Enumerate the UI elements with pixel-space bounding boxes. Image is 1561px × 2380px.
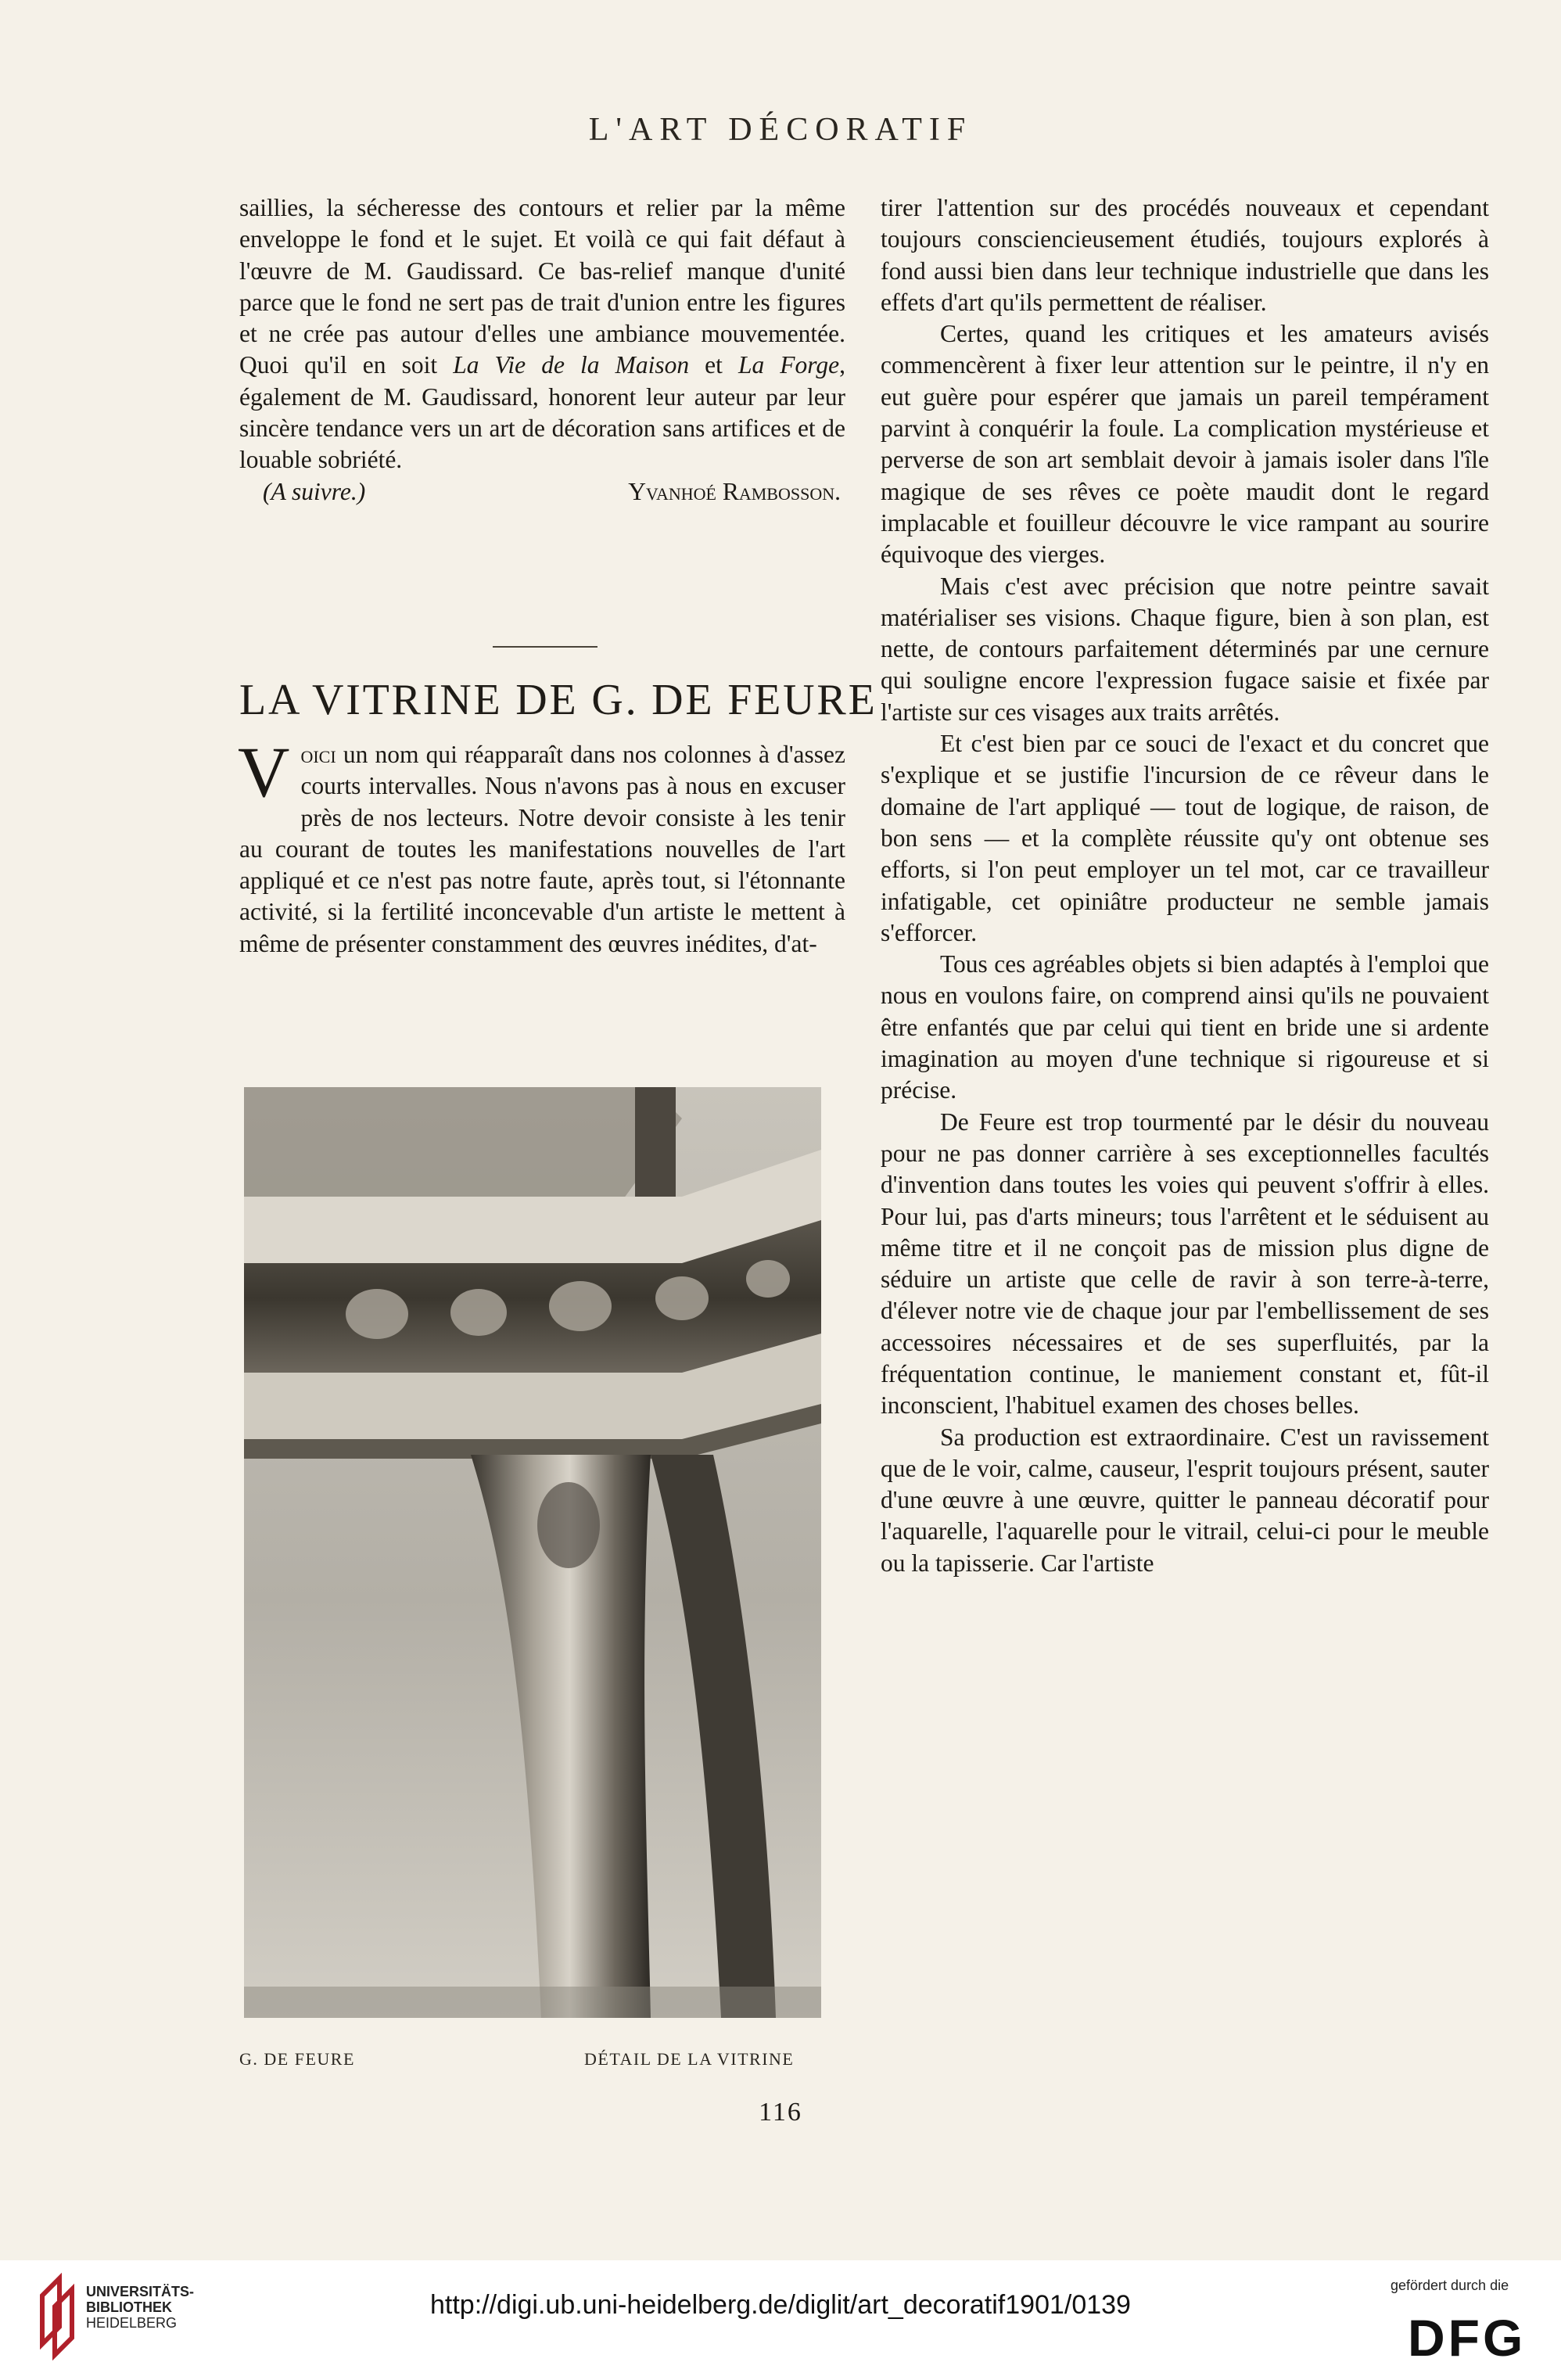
- paragraph: tirer l'attention sur des procédés nouveaux et cependant toujours consciencieusement étudiés, toujours explorés à fond aussi bien dans leur technique industrielle que dans les effets d'art qu'ils permettent de réaliser.: [881, 194, 1489, 316]
- artwork-title: La Forge: [737, 351, 840, 379]
- paragraph: Certes, quand les critiques et les amateurs avisés commencèrent à fixer leur attention sur le peintre, il n'y en eut guère pour espérer que jamais un pareil tempérament parvint à conquérir la foule. La complication mystérieuse et perverse de son art semblait devoir à jamais isoler dans l'île magique de ses rêves ce poète maudit dont le regard implacable et fouilleur découvre le vice rampant au sourire équivoque des vierges.: [881, 320, 1489, 569]
- to-be-continued: (A suivre.): [263, 477, 366, 505]
- photo-vitrine-detail: [244, 1087, 821, 2018]
- previous-article-ending: [239, 192, 845, 508]
- paragraph: saillies, la sécheresse des contours et relier par la même enveloppe le fond et le sujet. Et voilà ce qui fait défaut à l'œuvre de M. Gaudissard. Ce bas-relief manque d'unité parce que le fond ne sert pas de trait d'union entre les figures et ne crée pas autour d'elles une ambiance mouvementée. Quoi qu'il en soit La Vie de la Maison et La Forge, également de M. Gaudissard, honorent leur auteur par leur sincère tendance vers un art de décoration sans artifices et de louable sobriété.: [239, 194, 845, 474]
- article-headline: LA VITRINE DE G. DE FEURE: [239, 676, 877, 724]
- corner-post: [635, 1087, 676, 1204]
- caption-artist: G. DE FEURE: [239, 2049, 355, 2069]
- paragraph: Sa production est extraordinaire. C'est un ravissement que de le voir, calme, causeur, l'esprit toujours présent, sauter d'une œuvre à une œuvre, quitter le panneau décoratif pour l'aquarelle, l'aquarelle pour le vitrail, celui-ci pour le meuble ou la tapisserie. Car l'artiste: [881, 1423, 1489, 1577]
- paragraph: Mais c'est avec précision que notre peintre savait matérialiser ses visions. Chaque figure, bien à son plan, est nette, de contours parfaitement déterminés par une cernure qui souligne encore l'expression fugace saisie et fixée par l'artiste sur ces visages aux traits arrêtés.: [881, 572, 1489, 726]
- author-signature: Yvanhoé Rambosson.: [628, 477, 841, 505]
- floor: [244, 1987, 821, 2018]
- permalink[interactable]: http://digi.ub.uni-heidelberg.de/diglit/art_decoratif1901/0139: [430, 2290, 1131, 2320]
- article-continuation: [881, 192, 1489, 1579]
- caption-title: DÉTAIL DE LA VITRINE: [584, 2049, 795, 2069]
- funding-label: gefördert durch die: [1391, 2278, 1509, 2293]
- vitrine-illustration: [244, 1087, 821, 2018]
- paragraph: Et c'est bien par ce souci de l'exact et du concret que s'explique et se justifie l'incursion de ce rêveur dans le domaine de l'art appliqué — tout de logique, de raison, de bon sens — et la complète réussite qu'y ont obtenue ses efforts, si l'on peut employer un tel mot, car ce travailleur infatigable, cet opiniâtre producteur ne semble jamais s'efforcer.: [881, 730, 1489, 946]
- paragraph: Voici un nom qui réapparaît dans nos colonnes à d'assez courts intervalles. Nous n'avons pas à nous en excuser près de nos lecteurs. Notre devoir consiste à les tenir au courant de toutes les manifestations nouvelles de l'art appliqué et ce n'est pas notre faute, après tout, si l'étonnante activité, si la fertilité inconcevable d'un artiste le mettent à même de présenter constamment des œuvres inédites, d'at-: [238, 732, 845, 957]
- page-number: 116: [759, 2098, 802, 2127]
- signature-line: [239, 476, 845, 508]
- section-divider: [493, 646, 597, 648]
- paragraph: De Feure est trop tourmenté par le désir du nouveau pour ne pas donner carrière à ses exceptionnelles facultés d'invention dans toutes les voies qui peuvent s'offrir à elles. Pour lui, pas d'arts mineurs; tous l'arrêtent et le séduisent au même titre et il ne conçoit pas de mission plus digne de séduire un artiste que celle de ravir à son terre-à-terre, d'élever notre vie de chaque jour par l'embellissement de ses accessoires nécessaires et de ses superfluités, par la fréquentation continue, le maniement constant et, fût-il inconscient, l'habituel examen des choses belles.: [881, 1107, 1489, 1420]
- dfg-logo: DFG: [1408, 2309, 1527, 2367]
- lead-word: oici: [300, 741, 336, 768]
- glass-case: [244, 1087, 682, 1204]
- paragraph: Tous ces agréables objets si bien adaptés à l'emploi que nous en voulons faire, on comprend ainsi qu'ils ne pouvaient être enfantés que par celui qui tient en bride une si ardente imagination au moyen d'une technique si rigoureuse et si précise.: [881, 950, 1489, 1104]
- leg-ornament: [537, 1482, 600, 1568]
- artwork-title: La Vie de la Maison: [453, 351, 690, 379]
- drop-cap: V: [238, 732, 290, 812]
- library-name: UNIVERSITÄTS- BIBLIOTHEK HEIDELBERG: [86, 2284, 195, 2331]
- article-opening: [238, 732, 845, 960]
- running-head: L'ART DÉCORATIF: [588, 112, 973, 148]
